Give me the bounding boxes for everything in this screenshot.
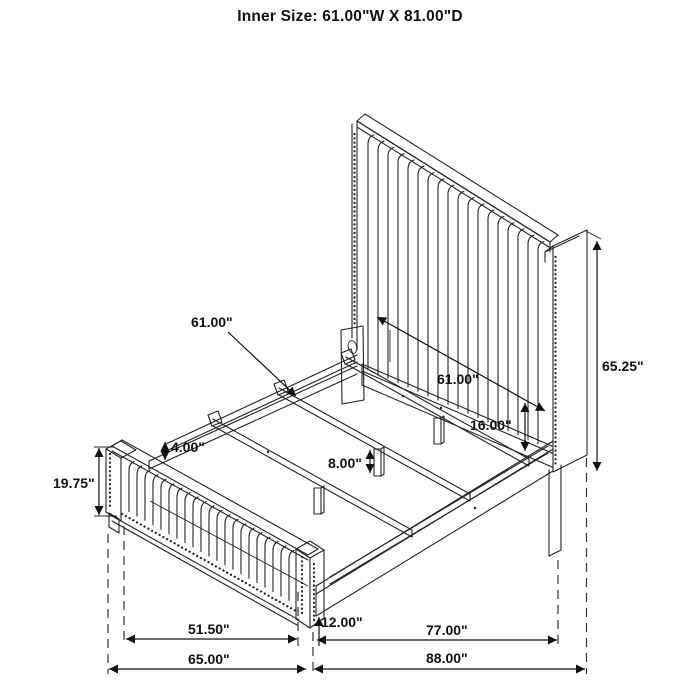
label-overall-depth: 88.00" [426, 650, 468, 666]
label-rail-length: 77.00" [426, 622, 468, 638]
label-headboard-height: 65.25" [602, 358, 644, 374]
label-slat-length: 61.00" [191, 314, 233, 330]
footboard [106, 440, 324, 628]
label-slat-rail-offset: 4.00" [171, 439, 205, 455]
label-rail-clearance: 12.00" [321, 614, 363, 630]
label-footboard-height: 19.75" [53, 475, 95, 491]
label-footboard-width: 65.00" [188, 651, 230, 667]
label-center-leg-height: 8.00" [328, 455, 362, 471]
label-headboard-clearance: 16.00" [470, 417, 512, 433]
headboard [341, 114, 587, 556]
label-inner-width: 61.00" [437, 371, 479, 387]
headboard-wing [545, 230, 587, 472]
headboard-channels [368, 135, 544, 444]
label-footboard-inner-width: 51.50" [188, 621, 230, 637]
dimension-labels [53, 314, 644, 667]
footboard-channels [129, 462, 294, 601]
inner-size-title: Inner Size: 61.00"W X 81.00"D [237, 8, 463, 25]
